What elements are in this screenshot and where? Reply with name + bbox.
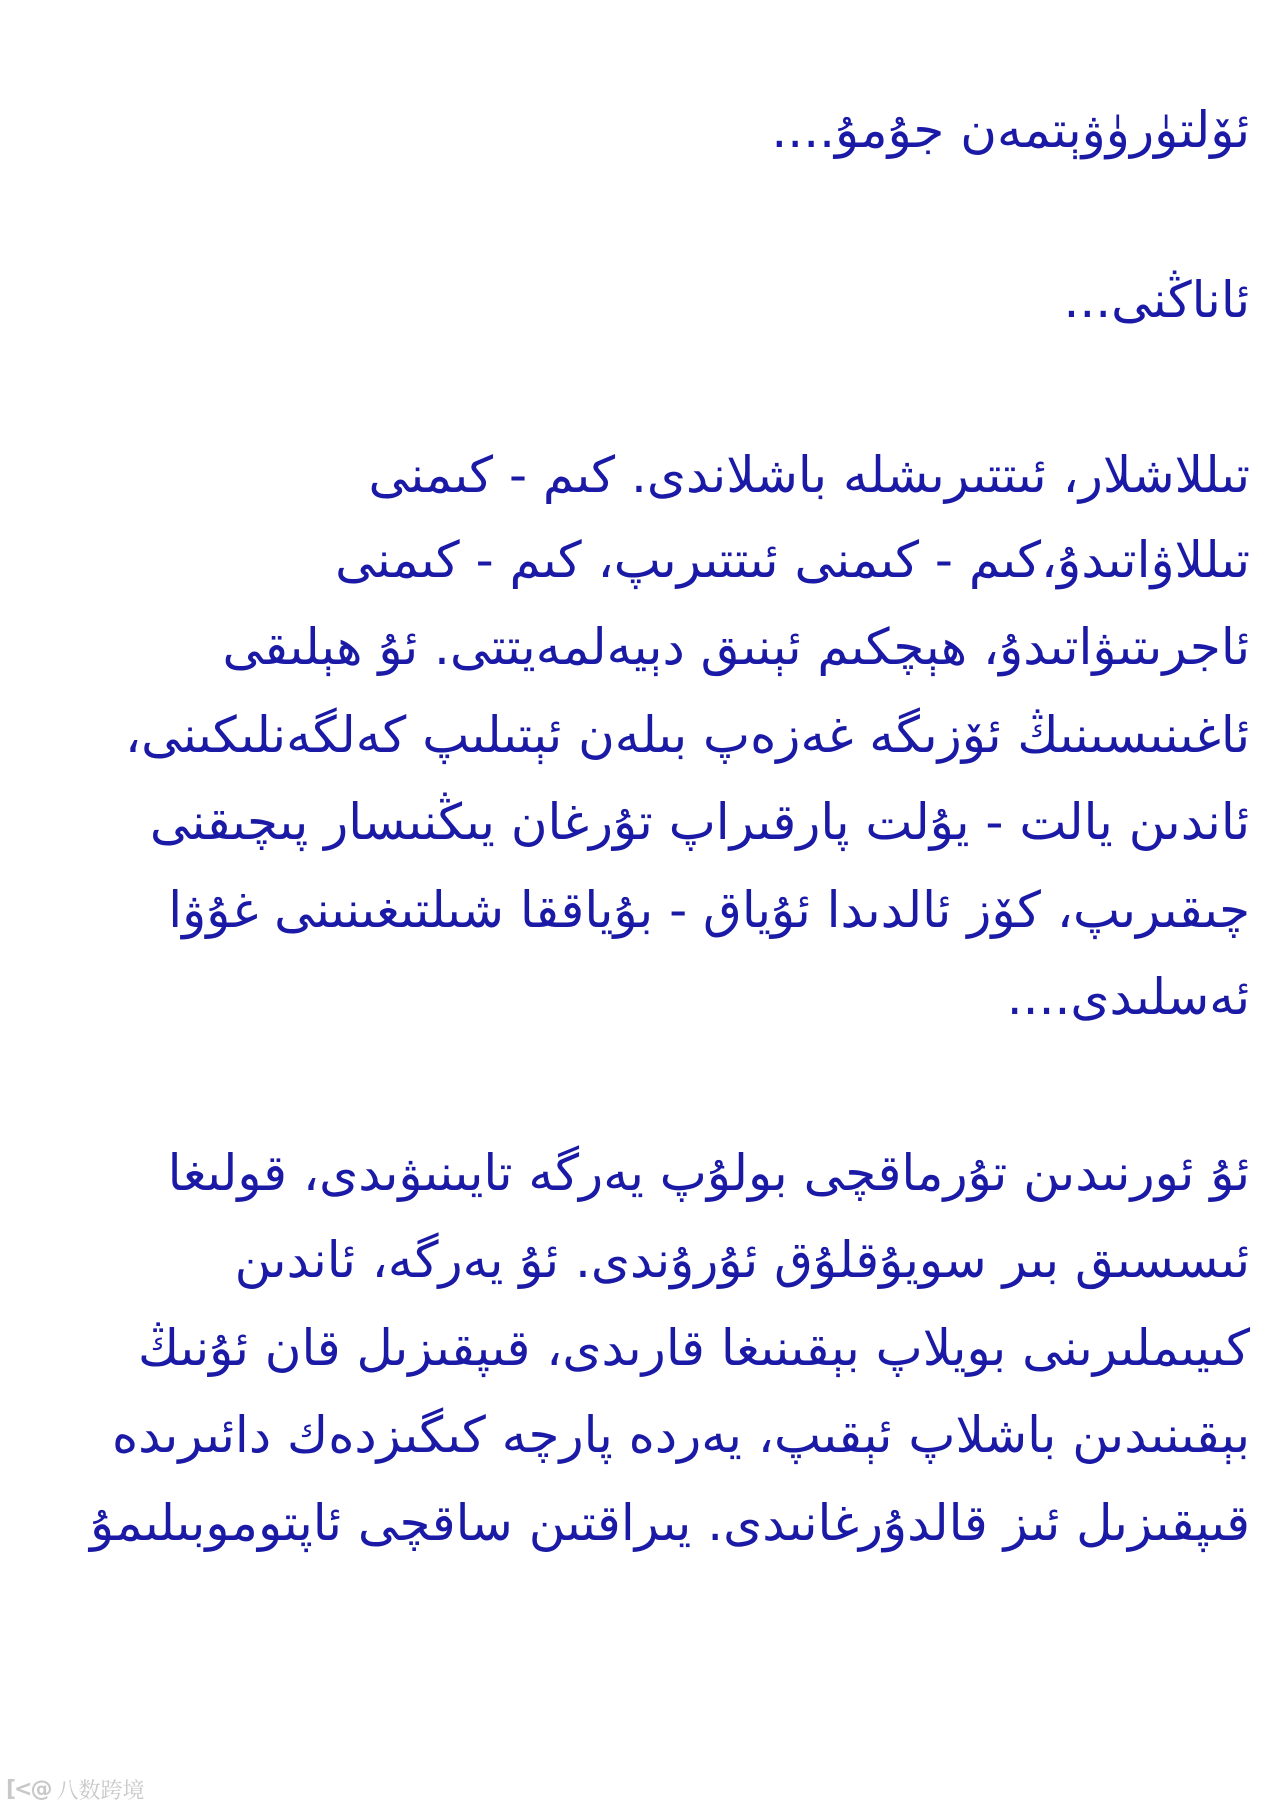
paragraph-1-line-6: چىقىرىپ، كۆز ئالدىدا ئۇياق - بۇياققا شىلتىغىنىنى غۇۋا xyxy=(168,881,1250,939)
text-line-heading: ئۆلتۈرۈۋېتمەن جۇمۇ.... xyxy=(771,101,1250,159)
watermark xyxy=(6,1774,145,1805)
paragraph-1-line-7: ئەسلىدى.... xyxy=(1006,968,1250,1026)
paragraph-2-line-3: كىيىملىرىنى بويلاپ بېقىنىغا قارىدى، قىپقىزىل قان ئۇنىڭ xyxy=(137,1319,1250,1377)
paragraph-1-line-2: تىللاۋاتىدۇ،كىم - كىمنى ئىتتىرىپ، كىم - كىمنى xyxy=(335,531,1250,589)
paragraph-1-line-4: ئاغىنىسىنىڭ ئۆزىگە غەزەپ بىلەن ئېتىلىپ كەلگەنلىكىنى، xyxy=(124,706,1250,764)
watermark-text: 八数跨境 xyxy=(56,1779,145,1804)
text-line-interjection: ئاناڭنى... xyxy=(1063,271,1250,329)
paragraph-2-line-5: قىپقىزىل ئىز قالدۇرغانىدى. يىراقتىن ساقچى ئاپتوموبىلىمۇ xyxy=(89,1494,1250,1552)
paragraph-2-line-4: بېقىنىدىن باشلاپ ئېقىپ، يەردە پارچە كىگىزدەك دائىرىدە xyxy=(111,1406,1250,1464)
paragraph-1-line-5: ئاندىن يالت - يۇلت پارقىراپ تۇرغان يىڭنىسار پىچىقنى xyxy=(149,793,1250,851)
paragraph-1-line-3: ئاجرىتىۋاتىدۇ، ھېچكىم ئېنىق دېيەلمەيتتى. ئۇ ھېلىقى xyxy=(222,618,1250,676)
paragraph-1-line-1: تىللاشلار، ئىتتىرىشلە باشلاندى. كىم - كىمنى xyxy=(368,446,1250,504)
paragraph-2-line-2: ئىسسىق بىر سويۇقلۇق ئۇرۇندى. ئۇ يەرگە، ئاندىن xyxy=(234,1231,1250,1289)
paragraph-2-line-1: ئۇ ئورنىدىن تۇرماقچى بولۇپ يەرگە تايىنىۋىدى، قولىغا xyxy=(167,1144,1250,1202)
watermark-logo-icon: [<@ xyxy=(6,1777,51,1802)
